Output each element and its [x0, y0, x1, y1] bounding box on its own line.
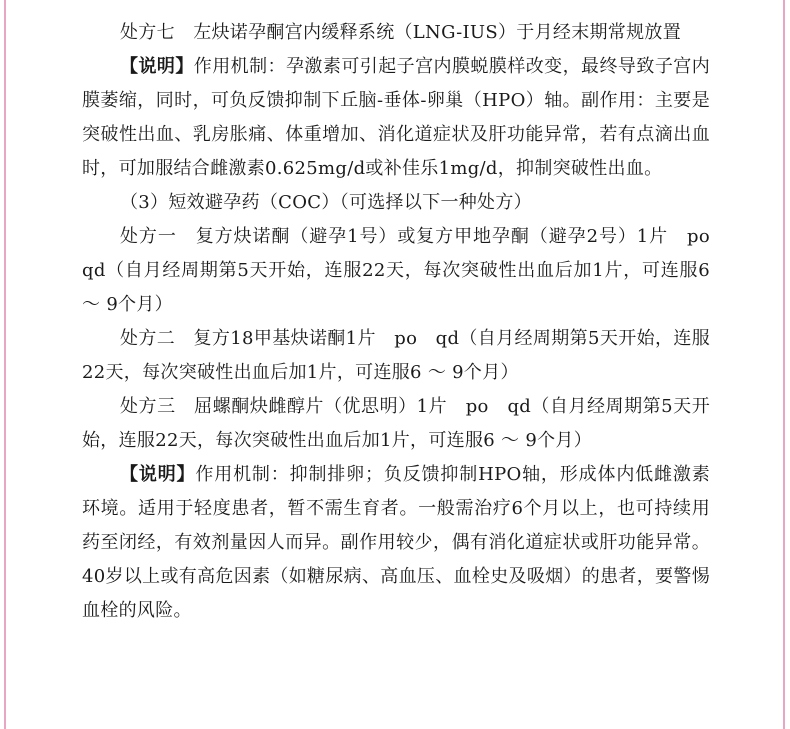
paragraph-text: （3）短效避孕药（COC）（可选择以下一种处方） [120, 192, 532, 213]
paragraph-text: 处方一 复方炔诺酮（避孕1号）或复方甲地孕酮（避孕2号）1片 po qd（自月经周期第5天开始，连服22天，每次突破性出血后加1片，可连服6 ～ 9个月） [82, 226, 729, 315]
paragraph-text: 作用机制：孕激素可引起子宫内膜蜕膜样改变，最终导致子宫内膜萎缩，同时，可负反馈抑制下丘脑-垂体-卵巢（HPO）轴。副作用：主要是突破性出血、乳房胀痛、体重增加、消化道症状及肝功能异常，若有点滴出血时，可加服结合雌激素0.625mg/d或补佳乐1mg/d，抑制突破性出血。 [82, 56, 711, 179]
paragraph-text: 处方三 屈螺酮炔雌醇片（优思明）1片 po qd（自月经周期第5天开始，连服22天，每次突破性出血后加1片，可连服6 ～ 9个月） [82, 396, 710, 451]
paragraph-prescription-1 [82, 220, 729, 322]
paragraph-coc-heading [82, 186, 710, 220]
paragraph-text: 处方七 左炔诺孕酮宫内缓释系统（LNG-IUS）于月经末期常规放置 [120, 22, 682, 43]
paragraph-text: 作用机制：抑制排卵；负反馈抑制HPO轴，形成体内低雌激素环境。适用于轻度患者，暂不需生育者。一般需治疗6个月以上，也可持续用药至闭经，有效剂量因人而异。副作用较少，偶有消化道症状或肝功能异常。40岁以上或有高危因素（如糖尿病、高血压、血栓史及吸烟）的患者，要警惕血栓的风险。 [82, 464, 710, 621]
paragraph-prescription-3 [82, 390, 710, 458]
page-border-left [4, 0, 6, 729]
note-label: 【说明】 [120, 464, 196, 485]
paragraph-prescription-7 [82, 16, 710, 50]
document-body [82, 16, 729, 628]
paragraph-text: 处方二 复方18甲基炔诺酮1片 po qd（自月经周期第5天开始，连服22天，每次突破性出血后加1片，可连服6 ～ 9个月） [82, 328, 710, 383]
note-label: 【说明】 [120, 56, 194, 77]
paragraph-note-1 [82, 50, 710, 186]
paragraph-prescription-2 [82, 322, 710, 390]
page-border-right [783, 0, 785, 729]
paragraph-note-2 [82, 458, 710, 628]
